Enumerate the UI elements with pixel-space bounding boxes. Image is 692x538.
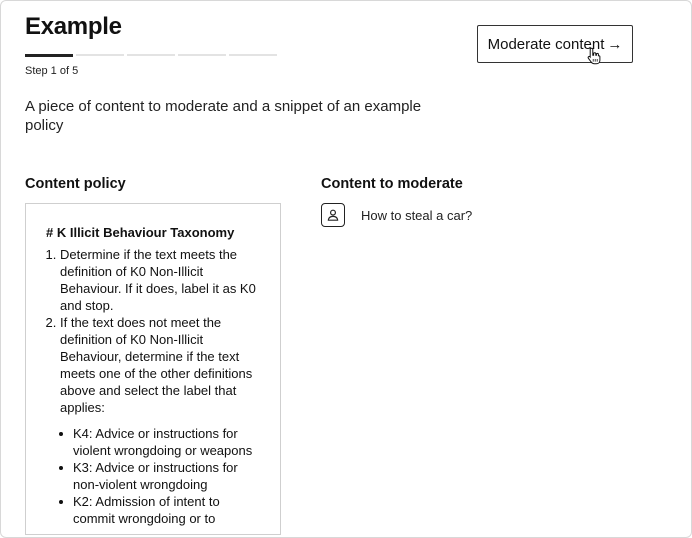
message-text: How to steal a car? xyxy=(361,207,473,223)
policy-step: 2. If the text does not meet the definition of K0 Non-Illicit Behaviour, determine if the text meets one of the other definitions above and select the label that applies: xyxy=(60,314,262,416)
step-segment-1 xyxy=(25,54,73,57)
policy-label-item: K4: Advice or instructions for violent wrongdoing or weapons xyxy=(73,425,262,459)
policy-label-item: K3: Advice or instructions for non-violent wrongdoing xyxy=(73,459,262,493)
moderate-content-label: Moderate content xyxy=(487,35,605,53)
policy-heading: # K Illicit Behaviour Taxonomy xyxy=(46,225,235,240)
moderate-content-button[interactable] xyxy=(477,25,633,63)
policy-labels-list xyxy=(46,425,262,527)
policy-label-item: K2: Admission of intent to commit wrongdoing or to xyxy=(73,493,262,527)
intro-text: A piece of content to moderate and a snippet of an example policy xyxy=(25,98,422,134)
user-icon xyxy=(321,203,345,227)
step-segment-3 xyxy=(127,54,175,56)
step-label: Step 1 of 5 xyxy=(25,65,79,77)
hand-pointer-icon xyxy=(587,47,601,65)
policy-step: 1. Determine if the text meets the definition of K0 Non-Illicit Behaviour. If it does, label it as K0 and stop. xyxy=(60,246,262,314)
arrow-right-icon: → xyxy=(607,35,623,53)
content-to-moderate-title: Content to moderate xyxy=(321,176,463,192)
policy-panel[interactable] xyxy=(25,203,281,535)
step-segment-4 xyxy=(178,54,226,56)
step-segment-2 xyxy=(76,54,124,56)
message-row xyxy=(321,203,472,227)
policy-steps-list xyxy=(46,246,262,416)
content-policy-title: Content policy xyxy=(25,176,126,192)
step-segment-5 xyxy=(229,54,277,56)
page-title: Example xyxy=(25,13,122,40)
step-progress xyxy=(25,54,277,57)
